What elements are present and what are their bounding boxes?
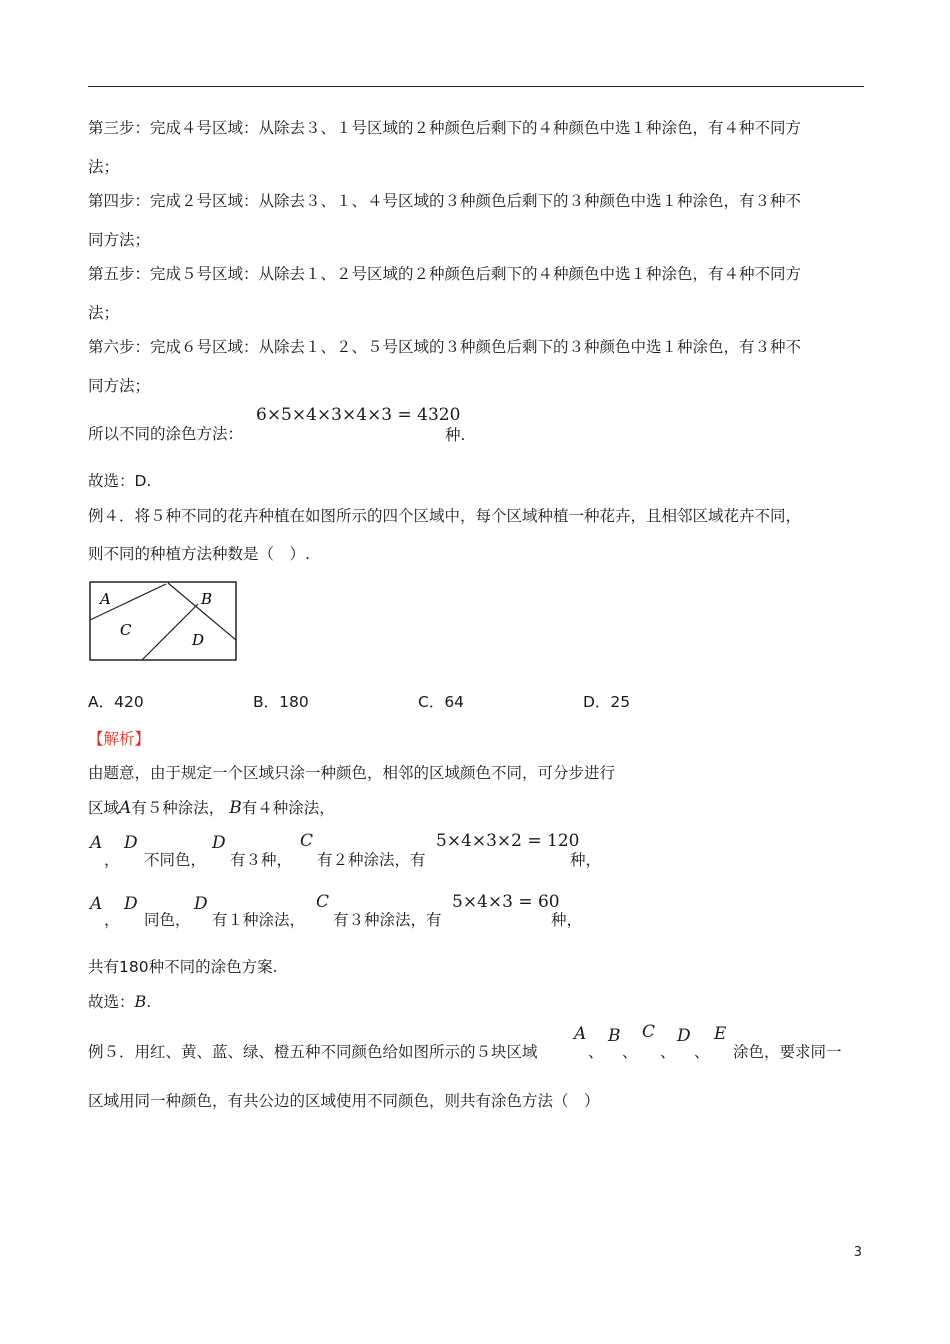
example-5-sep-3: 、 — [660, 1043, 676, 1061]
analysis-a-text-2: 有５种涂法， — [131, 799, 225, 817]
analysis-tag: 【解析】 — [88, 730, 151, 748]
previous-answer: 故选：D. — [88, 472, 152, 490]
case2-text-4: 种， — [551, 911, 583, 929]
case2-text-2: 有１种涂法， — [212, 911, 306, 929]
case2-var-d2: D — [194, 894, 208, 914]
case2-var-a: A — [90, 894, 103, 914]
total-formula: 6×5×4×3×4×3 = 4320 — [256, 405, 461, 425]
case1-var-a: A — [90, 833, 103, 853]
case1-sep: ， — [104, 851, 120, 869]
step-4-line-1: 第四步：完成２号区域：从除去３、１、４号区域的３种颜色后剩下的３种颜色中选１种涂色，有３种不 — [88, 192, 802, 210]
example-5-region-b: B — [608, 1026, 621, 1046]
example-4-question-line-2: 则不同的种植方法种数是（ ）. — [88, 545, 310, 563]
example-5-sep-4: 、 — [694, 1043, 710, 1061]
example-5-region-c: C — [642, 1022, 656, 1042]
region-label-c: C — [120, 621, 132, 639]
header-rule — [88, 86, 864, 87]
total-prefix: 所以不同的涂色方法： — [88, 425, 244, 443]
case2-text-1: 同色， — [144, 911, 191, 929]
example-5-question-line-2: 区域用同一种颜色，有共公边的区域使用不同颜色，则共有涂色方法（ ） — [88, 1092, 600, 1110]
analysis-a-var-a: A — [119, 798, 132, 818]
answer-prefix: 故选： — [88, 993, 135, 1011]
case2-var-c: C — [316, 892, 330, 912]
region-label-a: A — [100, 590, 111, 608]
answer-suffix: . — [146, 993, 152, 1011]
example-4-region-figure — [88, 580, 240, 664]
answer-letter: B — [134, 992, 147, 1011]
total-suffix: 种. — [445, 426, 466, 444]
option-b: B．180 — [253, 693, 309, 711]
analysis-summary: 共有180种不同的涂色方案. — [88, 958, 278, 976]
region-label-d: D — [192, 631, 205, 649]
option-c: C．64 — [418, 693, 465, 711]
analysis-a-text-3: 有４种涂法， — [241, 799, 335, 817]
case2-text-3: 有３种涂法，有 — [333, 911, 442, 929]
analysis-a-var-b: B — [229, 798, 242, 818]
option-d: D．25 — [583, 693, 631, 711]
example-5-sep-1: 、 — [588, 1043, 604, 1061]
analysis-intro: 由题意，由于规定一个区域只涂一种颜色，相邻的区域颜色不同，可分步进行 — [88, 764, 616, 782]
case2-var-d: D — [124, 894, 138, 914]
example-5-sep-2: 、 — [622, 1043, 638, 1061]
case1-text-4: 种， — [570, 851, 602, 869]
step-3-line-2: 法； — [88, 158, 120, 176]
example-5-text-1: 例５．用红、黄、蓝、绿、橙五种不同颜色给如图所示的５块区域 — [88, 1043, 538, 1061]
case1-text-3: 有２种涂法，有 — [317, 851, 426, 869]
step-5-line-2: 法； — [88, 304, 120, 322]
step-5-line-1: 第五步：完成５号区域：从除去１、２号区域的２种颜色后剩下的４种颜色中选１种涂色，有４种不同方 — [88, 265, 802, 283]
page-number: 3 — [853, 1245, 862, 1260]
case2-sep: ， — [104, 911, 120, 929]
example-5-text-2: 涂色，要求同一 — [733, 1043, 842, 1061]
analysis-a-text-1: 区域 — [88, 799, 120, 817]
example-5-region-e: E — [714, 1024, 727, 1044]
example-5-region-d: D — [677, 1026, 691, 1046]
analysis-answer — [88, 991, 151, 1013]
case1-formula: 5×4×3×2 = 120 — [436, 831, 580, 851]
example-5-region-a: A — [574, 1024, 587, 1044]
option-a: A．420 — [88, 693, 144, 711]
step-3-line-1: 第三步：完成４号区域：从除去３、１号区域的２种颜色后剩下的４种颜色中选１种涂色，有４种不同方 — [88, 119, 802, 137]
step-6-line-1: 第六步：完成６号区域：从除去１、２、５号区域的３种颜色后剩下的３种颜色中选１种涂色，有３种不 — [88, 338, 802, 356]
case1-text-2: 有３种， — [230, 851, 293, 869]
case1-var-c: C — [300, 831, 314, 851]
example-4-question-line-1: 例４．将５种不同的花卉种植在如图所示的四个区域中，每个区域种植一种花卉，且相邻区域花卉不同， — [88, 507, 802, 525]
analysis-line-a — [88, 797, 335, 819]
case1-var-d2: D — [212, 833, 226, 853]
step-6-line-2: 同方法； — [88, 377, 151, 395]
case1-text-1: 不同色， — [144, 851, 207, 869]
region-label-b: B — [201, 590, 213, 608]
case2-formula: 5×4×3 = 60 — [452, 892, 560, 912]
step-4-line-2: 同方法； — [88, 231, 151, 249]
figure-divider-cd — [142, 604, 198, 660]
case1-var-d: D — [124, 833, 138, 853]
